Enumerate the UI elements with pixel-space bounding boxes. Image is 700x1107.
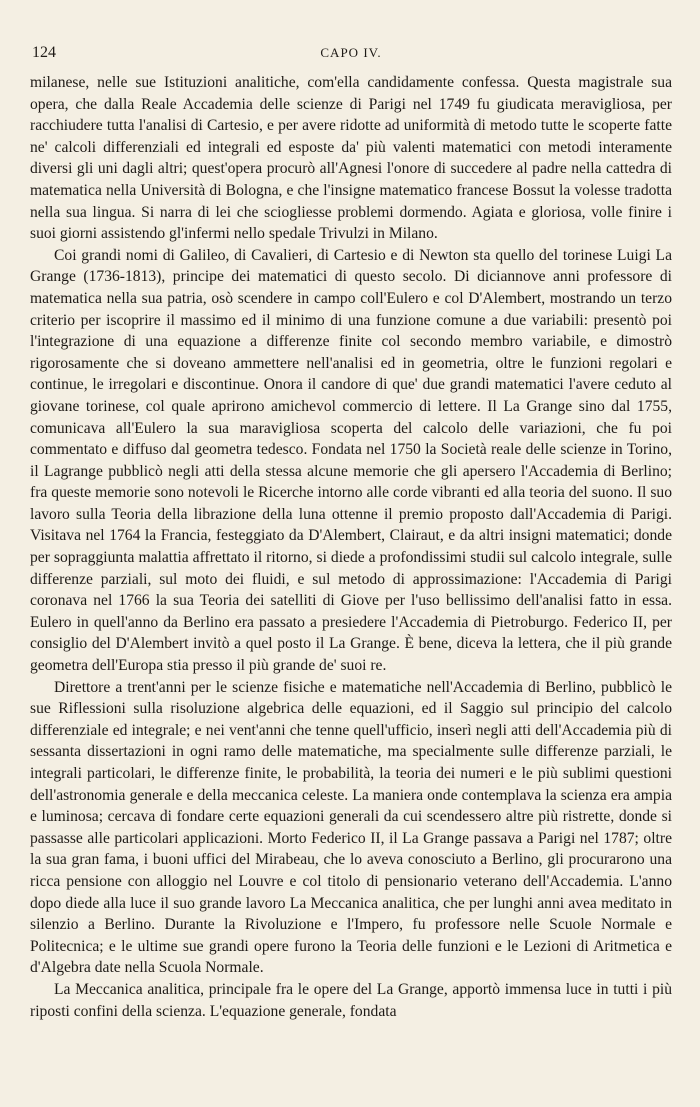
- chapter-title: CAPO IV.: [320, 45, 382, 60]
- paragraph-agnesi-continuation: milanese, nelle sue Istituzioni analitiche, com'ella candidamente confessa. Questa magistrale sua opera, che dalla Reale Accademia delle scienze di Parigi nel 1749 fu giudicata meravigliosa, per racchiudere tutta l'analisi di Cartesio, e per avere ridotte ad uniformità di metodo tutte le scoperte fatte ne' calcoli differenziali ed integrali ed esposte da' più valenti matematici con metodi interamente diversi gli uni dagli altri; quest'opera procurò all'Agnesi l'onore di succedere al padre nella cattedra di matematica nella Università di Bologna, e che l'insigne matematico francese Bossut la volesse tradotta nella sua lingua. Si narra di lei che sciogliesse problemi dormendo. Agiata e gloriosa, volle finire i suoi giorni assistendo gl'infermi nello spedale Trivulzi in Milano.: [30, 74, 672, 243]
- running-head: [30, 44, 672, 64]
- paragraph-meccanica-analitica: La Meccanica analitica, principale fra le opere del La Grange, apportò immensa luce in tutti i più riposti confini della scienza. L'equazione generale, fondata: [30, 980, 672, 1020]
- paragraph-lagrange-berlin: Direttore a trent'anni per le scienze fisiche e matematiche nell'Accademia di Berlino, pubblicò le sue Riflessioni sulla risoluzione algebrica delle equazioni, ed il Saggio sul principio del calcolo differenziale ed integrale; e nei vent'anni che tenne quell'ufficio, inserì negli atti dell'Accademia più di sessanta dissertazioni in ogni ramo delle matematiche, ma specialmente sulle differenze parziali, le integrali particolari, le differenze finite, le probabilità, la teoria dei numeri e le più sublimi questioni dell'astronomia generale e della meccanica celeste. La maniera onde contemplava la scienza era ampia e luminosa; cercava di fondare certe equazioni generali da cui scendessero altre più ristrette, donde si passasse alle particolari applicazioni. Morto Federico II, il La Grange passava a Parigi nel 1787; oltre la sua gran fama, i buoni uffici del Mirabeau, che lo aveva conosciuto a Berlino, gli procurarono una ricca pensione con alloggio nel Louvre e col titolo di pensionario veterano dell'Accademia. L'anno dopo diede alla luce il suo grande lavoro La Meccanica analitica, che per lunghi anni avea meditato in silenzio a Berlino. Durante la Rivoluzione e l'Impero, fu professore nelle Scuole Normale e Politecnica; e le ultime sue grandi opere furono la Teoria delle funzioni e le Lezioni di Aritmetica e d'Algebra date nella Scuola Normale.: [30, 678, 672, 977]
- body-text: [30, 72, 672, 1022]
- page-number: 124: [32, 44, 56, 61]
- paragraph-lagrange-intro: Coi grandi nomi di Galileo, di Cavalieri, di Cartesio e di Newton sta quello del torinese Luigi La Grange (1736-1813), principe dei matematici di questo secolo. Di diciannove anni professore di matematica nella sua patria, osò scendere in campo coll'Eulero e col D'Alembert, mostrando un terzo criterio per iscoprire il massimo ed il minimo di una funzione comune a due variabili: presentò poi l'integrazione di una equazione a differenze finite col secondo membro variabile, e dimostrò rigorosamente che si doveano ammettere nell'analisi ed in geometria, oltre le funzioni regolari e continue, le irregolari e discontinue. Onora il candore di que' due grandi matematici l'avere ceduto al giovane torinese, col quale aprirono amichevol commercio di lettere. Il La Grange sino dal 1755, comunicava all'Eulero la sua maravigliosa scoperta del calcolo delle variazioni, che fu poi commentato e diffuso dal geometra tedesco. Fondata nel 1750 la Società reale delle scienze in Torino, il Lagrange pubblicò negli atti della stessa alcune memorie che gli apersero l'Accademia di Berlino; fra queste memorie sono notevoli le Ricerche intorno alle corde vibranti ed alla teoria del suono. Il suo lavoro sulla Teoria della librazione della luna ottenne il premio proposto dall'Accademia di Parigi. Visitava nel 1764 la Francia, festeggiato da D'Alembert, Clairaut, e da altri insigni matematici; donde per sopraggiunta malattia affrettato il ritorno, si diede a profondissimi studii sul calcolo integrale, sulle differenze parziali, sul moto dei fluidi, e sul metodo di approssimazione: l'Accademia di Parigi coronava nel 1766 la sua Teoria dei satelliti di Giove per l'uso bellissimo dell'analisi fatto in essa. Eulero in quell'anno da Berlino era passato a presiedere l'Accademia di Pietroburgo. Federico II, per consiglio del D'Alembert invitò a quel posto il La Grange. È bene, diceva la lettera, che il più grande geometra dell'Europa stia presso il più grande de' suoi re.: [30, 246, 672, 675]
